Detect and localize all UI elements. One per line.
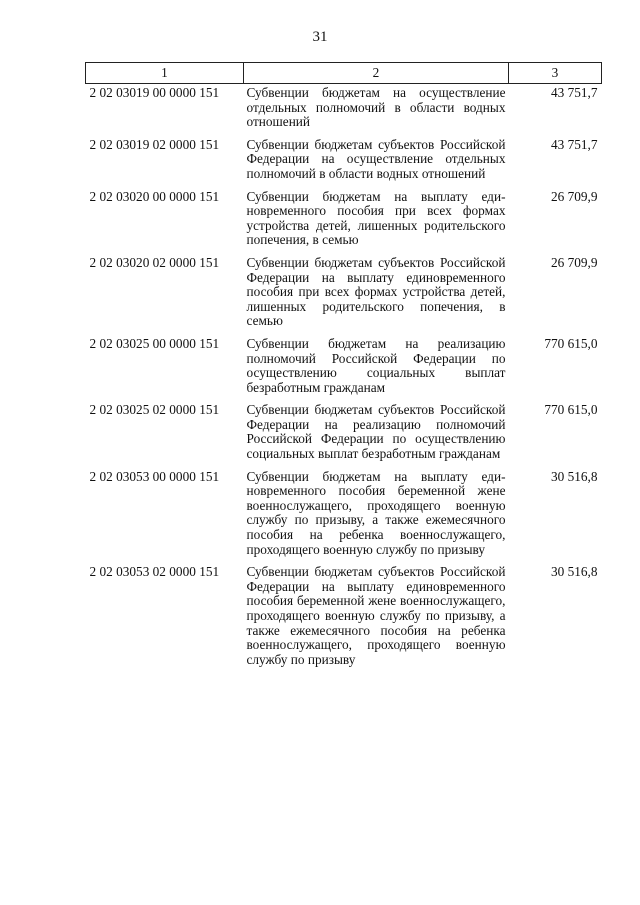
row-description: Субвенции бюджетам субъектов Российской Федерации на реализацию полномочий Российской Федерации по осуществлению социальных выплат безработным гражданам [246,402,506,462]
row-description: Субвенции бюджетам на выплату единовременного пособия беременной жене военнослужащего, проходящего военную службу по призыву, а также ежемесячного пособия на ребенка военнослужащего, проходящего военную службу по призыву [246,468,506,557]
row-amount: 26 709,9 [550,254,598,270]
row-description: Субвенции бюджетам на реализацию полномочий Российской Федерации по осуществлению социальных выплат безработным гражданам [246,335,506,395]
row-amount: 770 615,0 [544,402,598,418]
row-description: Субвенции бюджетам на осуществление отдельных полномочий в области водных отношений [246,85,506,130]
budget-code: 2 02 03025 00 0000 151 [89,335,220,351]
budget-code: 2 02 03053 02 0000 151 [89,564,220,580]
table-row [86,255,602,336]
row-amount: 30 516,8 [550,564,598,580]
row-amount: 43 751,7 [550,85,598,100]
page-number: 31 [312,29,328,45]
budget-code: 2 02 03053 00 0000 151 [89,468,220,484]
column-header-description: 2 [244,63,509,84]
budget-code: 2 02 03025 02 0000 151 [89,402,220,418]
budget-code: 2 02 03019 00 0000 151 [89,85,220,100]
table-row [86,137,602,189]
table-row [86,84,602,137]
row-amount: 26 709,9 [550,188,598,204]
column-header-amount: 3 [509,63,602,84]
row-amount: 770 615,0 [544,335,598,351]
budget-code: 2 02 03020 00 0000 151 [89,188,220,204]
table-row [86,189,602,255]
row-amount: 43 751,7 [550,136,598,152]
table-header-row [86,63,602,84]
row-amount: 30 516,8 [550,468,598,484]
table-row [86,336,602,402]
budget-code: 2 02 03020 02 0000 151 [89,254,220,270]
table-row [86,402,602,468]
column-header-code: 1 [86,63,244,84]
row-description: Субвенции бюджетам субъектов Российской Федерации на выплату единовременного пособия беременной жене военнослужащего, проходящего военную службу по призыву, а также ежемесячного пособия на ребенка военнослужащего, проходящего военную службу по призыву [246,564,506,667]
row-description: Субвенции бюджетам субъектов Российской Федерации на осуществление отдельных полномочий в области водных отношений [246,136,506,181]
table-row [86,469,602,565]
budget-code: 2 02 03019 02 0000 151 [89,136,220,152]
revenue-table [85,62,602,674]
table-row [86,564,602,674]
row-description: Субвенции бюджетам субъектов Российской Федерации на выплату единовременного пособия при всех формах устройства детей, лишенных родительского попечения, в семью [246,254,506,329]
row-description: Субвенции бюджетам на выплату единовременного пособия при всех формах устройства детей, лишенных родительского попечения, в семью [246,188,506,248]
